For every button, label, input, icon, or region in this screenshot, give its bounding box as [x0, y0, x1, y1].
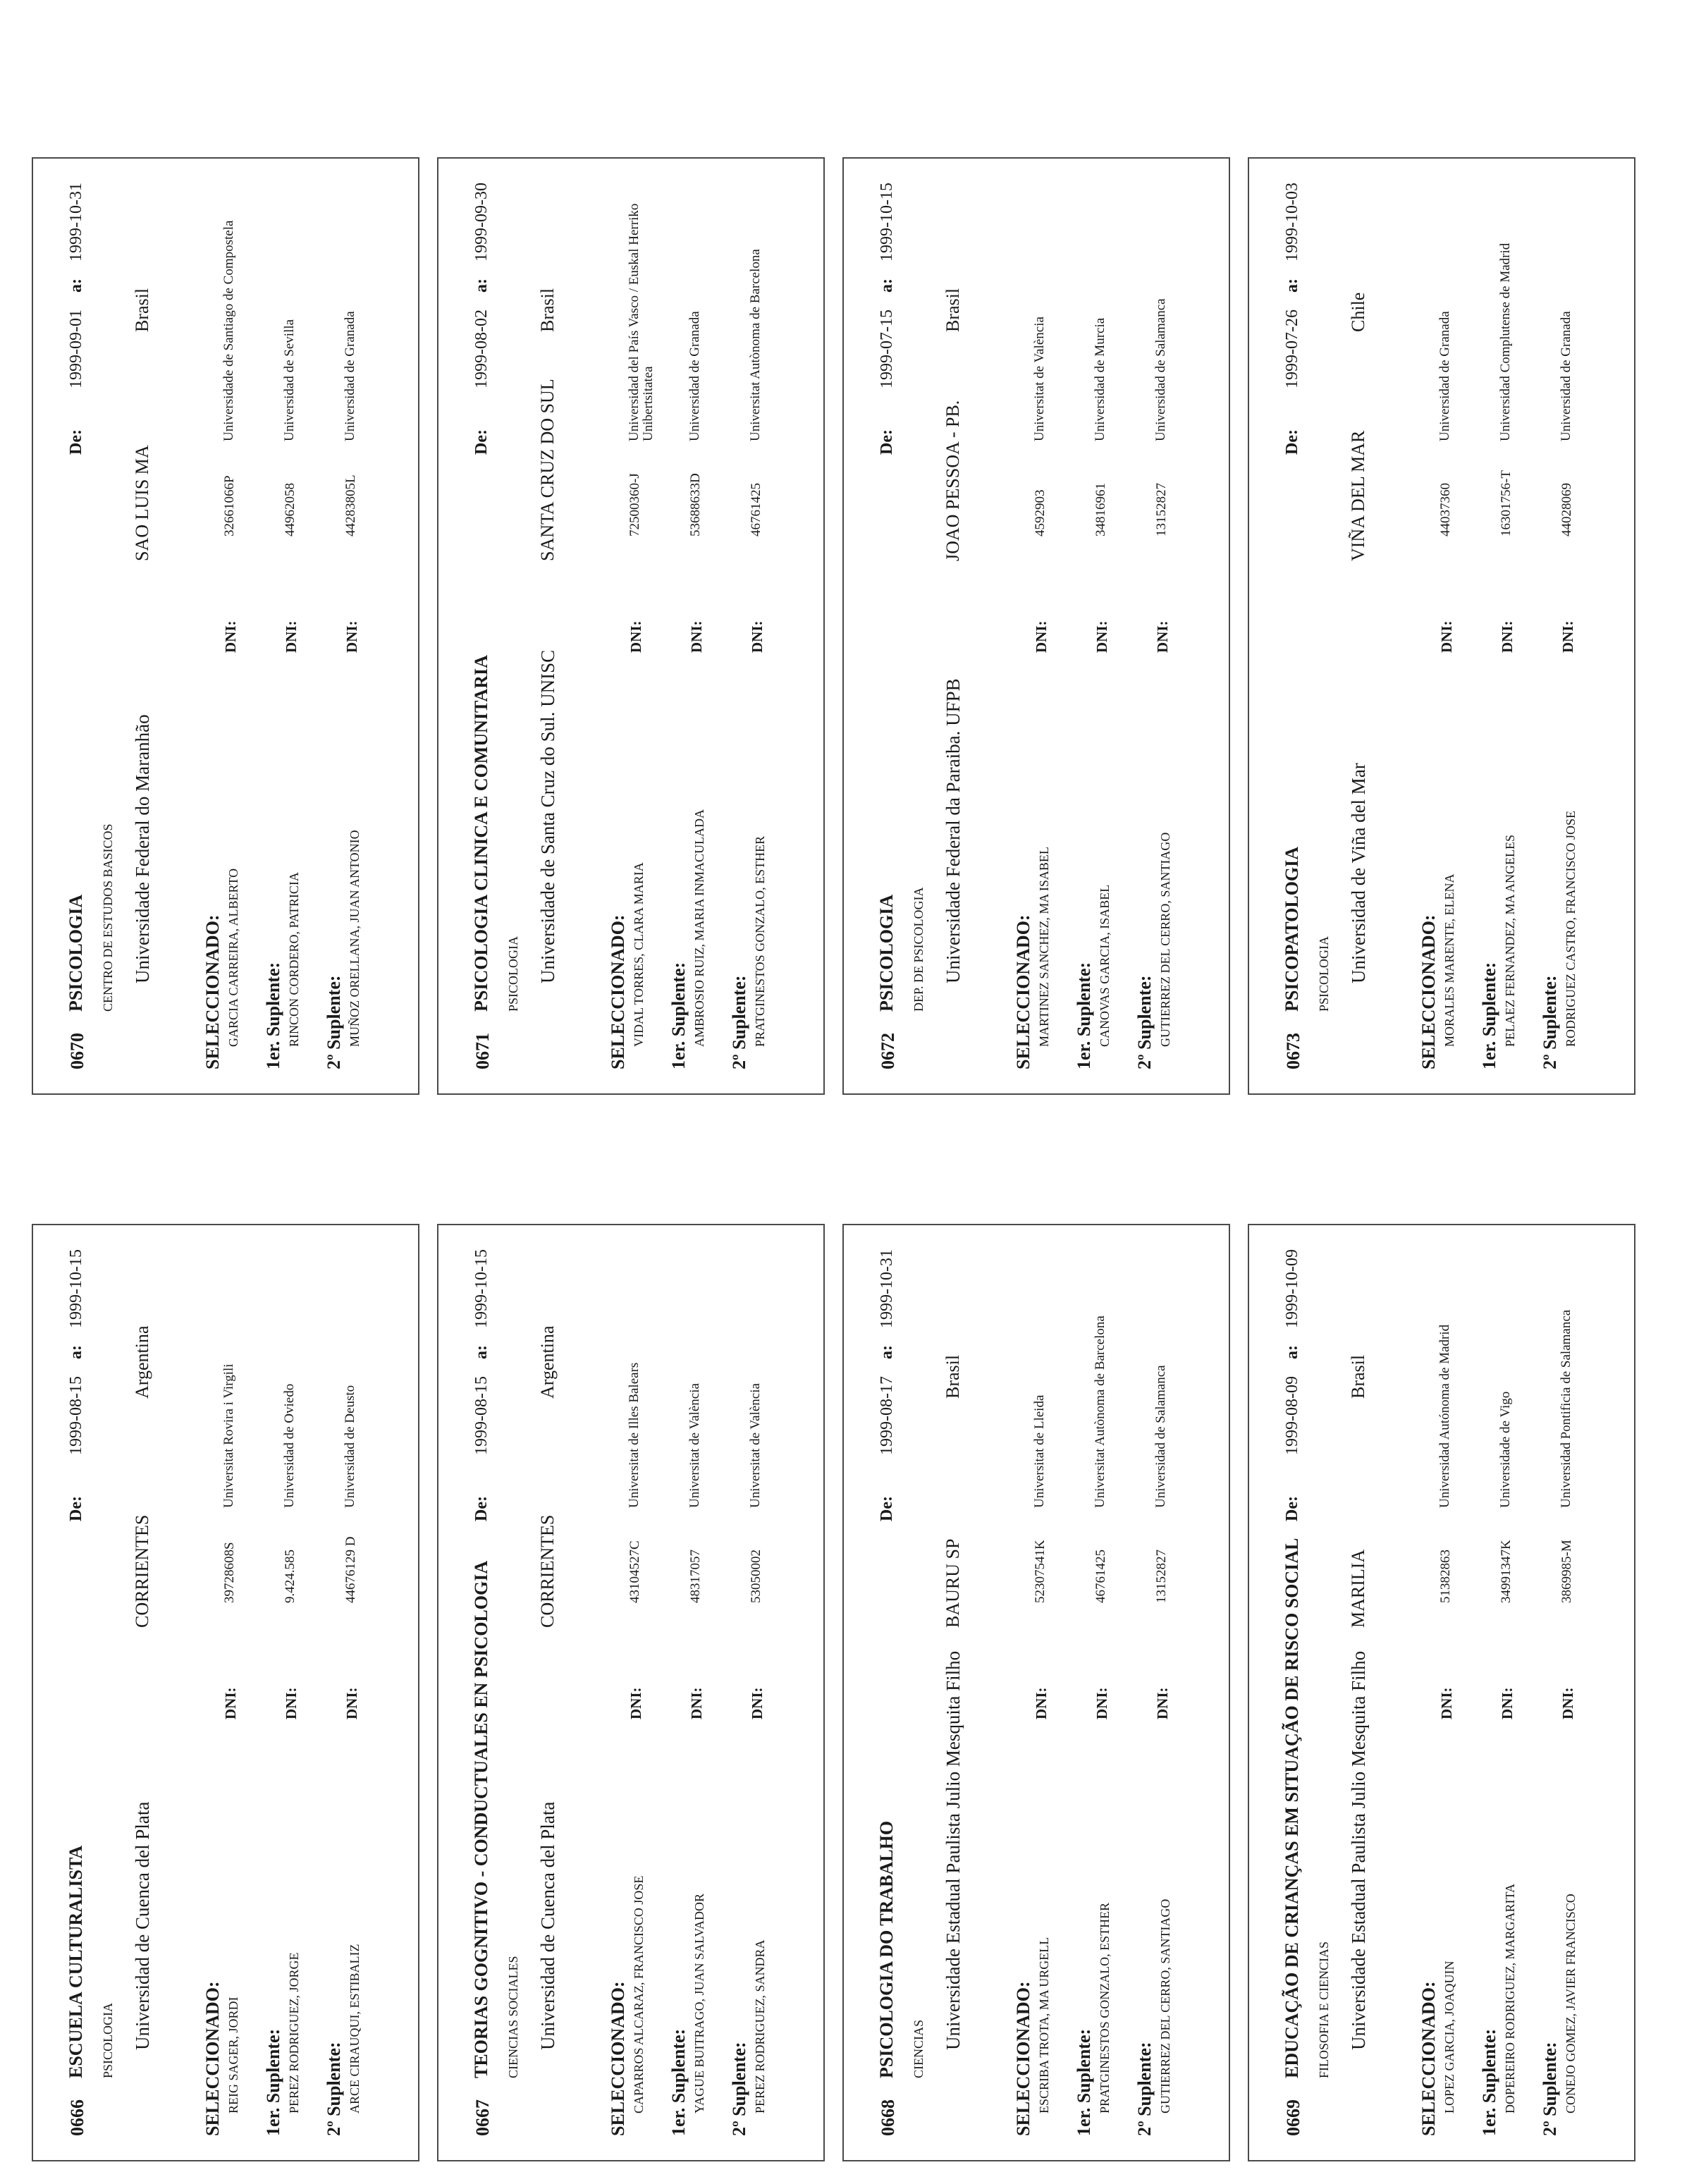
date-to-label: a: [878, 278, 896, 293]
date-from-label: De: [1283, 1495, 1301, 1521]
candidate-university: Universidad de Murcia [1093, 317, 1107, 441]
date-from-label: De: [878, 429, 896, 455]
selected-label: SELECCIONADO: [608, 914, 628, 1069]
card-code: 0666 [67, 2099, 87, 2136]
dni-value: 32661066P [222, 475, 237, 536]
card-department: CIENCIAS SOCIALES [506, 1956, 520, 2078]
substitute1-label: 1er. Suplente: [1074, 962, 1094, 1069]
candidate-university: Universidad de Granada [687, 311, 702, 441]
dni-label: DNI: [343, 620, 360, 653]
card-code: 0670 [67, 1033, 87, 1069]
host-university: Universidade de Santa Cruz do Sul. UNISC [537, 649, 558, 983]
selected-row [1013, 1225, 1069, 2160]
exchange-card [842, 157, 1230, 1095]
host-university: Universidade Estadual Paulista Julio Mesquita Filho [943, 1650, 964, 2050]
card-department: DEP. DE PSICOLOGIA [911, 887, 926, 1012]
candidate-university: Universitat Autònoma de Barcelona [1093, 1315, 1107, 1508]
dni-value: 51382863 [1438, 1550, 1453, 1603]
date-to: 1999-10-31 [67, 183, 85, 262]
date-to-label: a: [472, 278, 491, 293]
host-city: MARILIA [1348, 1549, 1368, 1628]
host-city: CORRIENTES [132, 1514, 152, 1628]
date-range [472, 183, 491, 455]
substitute2-row [729, 159, 785, 1093]
candidate-name: YAGUE BUITRAGO, JUAN SALVADOR [692, 1893, 706, 2114]
candidate-name: PELAEZ FERNANDEZ, MA ANGELES [1503, 835, 1517, 1047]
exchange-card [32, 157, 419, 1095]
candidate-name: PRATGINESTOS GONZALO, ESTHER [753, 835, 767, 1047]
date-to-label: a: [1283, 1344, 1301, 1359]
host-university: Universidad de Viña del Mar [1348, 763, 1369, 983]
selected-label: SELECCIONADO: [608, 1981, 628, 2136]
dni-label: DNI: [1154, 620, 1171, 653]
dni-label: DNI: [1093, 620, 1110, 653]
card-department: PSICOLOGIA [1317, 935, 1331, 1012]
date-to-label: a: [67, 1344, 85, 1359]
date-to-label: a: [67, 278, 85, 293]
host-city: BAURU SP [943, 1538, 963, 1628]
selected-row [1418, 159, 1475, 1093]
dni-label: DNI: [1559, 620, 1576, 653]
candidate-name: MUÑOZ ORELLANA, JUAN ANTONIO [348, 830, 362, 1047]
substitute1-row [1479, 159, 1535, 1093]
card-title: PSICOLOGIA [876, 894, 897, 1012]
substitute1-row [263, 159, 319, 1093]
candidate-university: Universidad del País Vasco / Euskal Herriko Unibertsitatea [627, 203, 656, 441]
dni-value: 39728608S [222, 1542, 237, 1603]
candidate-name: AMBROSIO RUIZ, MARIA INMACULADA [692, 809, 706, 1047]
card-code: 0668 [878, 2099, 898, 2136]
date-to: 1999-10-15 [67, 1249, 85, 1328]
dni-label: DNI: [1559, 1687, 1576, 1719]
date-range [878, 1249, 897, 1521]
substitute2-label: 2º Suplente: [324, 2042, 344, 2136]
date-from: 1999-09-01 [67, 309, 85, 388]
dni-value: 34816961 [1093, 483, 1108, 536]
date-range [1283, 183, 1302, 455]
substitute1-label: 1er. Suplente: [1479, 2028, 1499, 2136]
substitute1-label: 1er. Suplente: [263, 962, 283, 1069]
candidate-university: Universidade de Santiago de Compostela [221, 220, 236, 441]
substitute1-row [668, 1225, 725, 2160]
candidate-name: RINCON CORDERO, PATRICIA [287, 872, 301, 1047]
host-city: CORRIENTES [537, 1514, 558, 1628]
exchange-card [1248, 157, 1635, 1095]
host-university: Universidad de Cuenca del Plata [537, 1801, 558, 2050]
candidate-university: Universitat de València [748, 1383, 763, 1508]
card-department: CIENCIAS [911, 2019, 926, 2078]
dni-value: 53050002 [749, 1550, 763, 1603]
dni-value: 13152827 [1154, 483, 1169, 536]
card-title: ESCUELA CULTURALISTA [66, 1845, 86, 2078]
candidate-university: Universidad de Granada [343, 311, 357, 441]
dni-value: 53688633D [688, 473, 703, 536]
selected-row [202, 159, 259, 1093]
candidate-university: Universidad de Granada [1437, 311, 1452, 441]
candidate-university: Universitat de València [687, 1383, 702, 1508]
host-country: Chile [1348, 292, 1368, 332]
dni-value: 46761425 [1093, 1550, 1108, 1603]
substitute1-row [1074, 1225, 1130, 2160]
card-department: PSICOLOGIA [101, 2002, 115, 2078]
date-from-label: De: [1283, 429, 1301, 455]
dni-label: DNI: [688, 620, 705, 653]
selected-label: SELECCIONADO: [1013, 1981, 1033, 2136]
dni-label: DNI: [627, 1687, 644, 1719]
candidate-name: RODRIGUEZ CASTRO, FRANCISCO JOSE [1564, 810, 1578, 1047]
card-title: EDUCAÇÃO DE CRIANÇAS EM SITUAÇÃO DE RISCO SOCIAL [1282, 1538, 1302, 2078]
dni-value: 46761425 [749, 483, 763, 536]
candidate-name: ARCE CIRAUQUI, ESTIBALIZ [348, 1944, 362, 2114]
exchange-card [437, 157, 825, 1095]
date-from-label: De: [472, 429, 491, 455]
card-title: PSICOPATOLOGIA [1282, 846, 1302, 1012]
substitute1-label: 1er. Suplente: [1074, 2028, 1094, 2136]
card-department: PSICOLOGIA [506, 935, 520, 1012]
host-university: Universidade Federal da Paraiba. UFPB [943, 678, 964, 983]
substitute1-row [668, 159, 725, 1093]
host-university: Universidade Federal do Maranhão [132, 714, 153, 983]
card-code: 0669 [1283, 2099, 1303, 2136]
candidate-university: Universitat de Lleida [1032, 1394, 1047, 1508]
candidate-name: GUTIERREZ DEL CERRO, SANTIAGO [1158, 832, 1172, 1047]
card-code: 0672 [878, 1033, 898, 1069]
substitute1-row [1074, 159, 1130, 1093]
dni-label: DNI: [749, 1687, 766, 1719]
selected-row [1013, 159, 1069, 1093]
candidate-university: Universitat Autònoma de Barcelona [748, 249, 763, 441]
candidate-university: Universitat de Illes Balears [627, 1362, 642, 1508]
substitute2-label: 2º Suplente: [1540, 2042, 1560, 2136]
card-title: PSICOLOGIA [66, 894, 86, 1012]
date-to-label: a: [472, 1344, 491, 1359]
host-university: Universidad de Cuenca del Plata [132, 1801, 153, 2050]
substitute2-row [324, 1225, 380, 2160]
dni-label: DNI: [1033, 620, 1050, 653]
candidate-name: GARCIA CARREIRA, ALBERTO [226, 868, 240, 1047]
dni-label: DNI: [1438, 620, 1455, 653]
host-city: VIÑA DEL MAR [1348, 430, 1368, 561]
host-city: SANTA CRUZ DO SUL [537, 379, 558, 561]
dni-label: DNI: [222, 1687, 239, 1719]
date-to: 1999-10-09 [1283, 1249, 1301, 1328]
date-to: 1999-10-15 [878, 183, 896, 262]
substitute2-row [729, 1225, 785, 2160]
date-range [67, 183, 86, 455]
candidate-university: Universitat Rovira i Virgili [221, 1363, 236, 1508]
card-code: 0667 [472, 2099, 493, 2136]
dni-value: 44676129 D [343, 1536, 358, 1603]
date-from-label: De: [67, 429, 85, 455]
date-range [67, 1249, 86, 1521]
dni-label: DNI: [1154, 1687, 1171, 1719]
substitute2-row [1134, 159, 1191, 1093]
candidate-name: VIDAL TORRES, CLARA MARIA [632, 862, 646, 1047]
date-to: 1999-10-31 [878, 1249, 896, 1328]
dni-value: 13152827 [1154, 1550, 1169, 1603]
dni-label: DNI: [1093, 1687, 1110, 1719]
dni-label: DNI: [1499, 620, 1516, 653]
exchange-card [437, 1224, 825, 2161]
substitute1-label: 1er. Suplente: [263, 2028, 283, 2136]
dni-label: DNI: [283, 1687, 300, 1719]
candidate-university: Universidad de Deusto [343, 1385, 357, 1508]
candidate-name: CAPARROS ALCARAZ, FRANCISCO JOSE [632, 1875, 646, 2114]
substitute2-row [1134, 1225, 1191, 2160]
substitute2-row [1540, 1225, 1596, 2160]
dni-label: DNI: [1438, 1687, 1455, 1719]
host-country: Argentina [537, 1325, 558, 1399]
dni-label: DNI: [1033, 1687, 1050, 1719]
card-title: PSICOLOGIA DO TRABALHO [876, 1820, 897, 2078]
exchange-card [842, 1224, 1230, 2161]
dni-label: DNI: [688, 1687, 705, 1719]
date-from: 1999-08-09 [1283, 1375, 1301, 1455]
date-to: 1999-09-30 [472, 183, 491, 262]
card-title: TEORIAS GOGNITIVO - CONDUCTUALES EN PSICOLOGIA [471, 1560, 491, 2078]
candidate-name: CANOVAS GARCIA, ISABEL [1098, 884, 1112, 1047]
dni-value: 43104527C [627, 1540, 642, 1603]
dni-value: 72500360-J [627, 473, 642, 536]
substitute2-label: 2º Suplente: [729, 2042, 749, 2136]
dni-value: 44028069 [1559, 483, 1574, 536]
substitute2-label: 2º Suplente: [1134, 2042, 1155, 2136]
candidate-university: Universidad de Salamanca [1153, 1365, 1168, 1508]
host-country: Argentina [132, 1325, 152, 1399]
candidate-name: GUTIERREZ DEL CERRO, SANTIAGO [1158, 1898, 1172, 2114]
date-from-label: De: [67, 1495, 85, 1521]
candidate-name: LOPEZ GARCIA, JOAQUIN [1442, 1961, 1456, 2114]
host-country: Brasil [943, 288, 963, 332]
dni-label: DNI: [1499, 1687, 1516, 1719]
selected-label: SELECCIONADO: [1013, 914, 1033, 1069]
candidate-name: DOPEREIRO RODRIGUEZ, MARGARITA [1503, 1883, 1517, 2114]
substitute2-row [324, 159, 380, 1093]
substitute1-row [263, 1225, 319, 2160]
dni-label: DNI: [749, 620, 766, 653]
selected-label: SELECCIONADO: [202, 1981, 223, 2136]
substitute2-row [1540, 159, 1596, 1093]
date-to: 1999-10-03 [1283, 183, 1301, 262]
substitute2-label: 2º Suplente: [729, 975, 749, 1069]
candidate-university: Universidad Autónoma de Madrid [1437, 1324, 1452, 1508]
dni-value: 52307541K [1033, 1540, 1048, 1603]
card-code: 0673 [1283, 1033, 1303, 1069]
dni-label: DNI: [222, 620, 239, 653]
card-title: PSICOLOGIA CLINICA E COMUNITARIA [471, 655, 491, 1012]
dni-value: 44962058 [283, 483, 297, 536]
candidate-name: CONEJO GOMEZ, JAVIER FRANCISCO [1564, 1894, 1578, 2114]
date-from: 1999-08-02 [472, 309, 491, 388]
dni-value: 16301756-T [1499, 470, 1514, 536]
dni-value: 48317057 [688, 1550, 703, 1603]
candidate-university: Universidad Complutense de Madrid [1498, 243, 1513, 441]
candidate-university: Universidad de Salamanca [1153, 298, 1168, 441]
host-country: Brasil [537, 288, 558, 332]
card-department: CENTRO DE ESTUDOS BASICOS [101, 823, 115, 1012]
date-to-label: a: [1283, 278, 1301, 293]
selected-row [608, 159, 664, 1093]
date-range [1283, 1249, 1302, 1521]
date-range [878, 183, 897, 455]
date-from: 1999-08-15 [67, 1375, 85, 1455]
candidate-name: MARTINEZ SANCHEZ, MA ISABEL [1037, 847, 1051, 1047]
host-university: Universidade Estadual Paulista Julio Mesquita Filho [1348, 1650, 1369, 2050]
candidate-name: PEREZ RODRIGUEZ, JORGE [287, 1952, 301, 2114]
dni-value: 9.424.585 [283, 1550, 297, 1603]
candidate-university: Universitat de València [1032, 317, 1047, 441]
candidate-name: MORALES MARENTE, ELENA [1442, 873, 1456, 1047]
selected-row [608, 1225, 664, 2160]
host-country: Brasil [943, 1354, 963, 1399]
candidate-university: Universidade de Vigo [1498, 1391, 1513, 1508]
exchange-card [1248, 1224, 1635, 2161]
dni-value: 4592903 [1033, 489, 1048, 536]
date-to-label: a: [878, 1344, 896, 1359]
host-country: Brasil [132, 288, 152, 332]
date-from: 1999-07-26 [1283, 309, 1301, 388]
date-to: 1999-10-15 [472, 1249, 491, 1328]
date-from: 1999-07-15 [878, 309, 896, 388]
candidate-university: Universidad de Granada [1559, 311, 1573, 441]
substitute2-label: 2º Suplente: [1540, 975, 1560, 1069]
dni-value: 3869985-M [1559, 1540, 1574, 1603]
selected-row [202, 1225, 259, 2160]
exchange-card [32, 1224, 419, 2161]
substitute1-label: 1er. Suplente: [668, 2028, 689, 2136]
candidate-name: PRATGINESTOS GONZALO, ESTHER [1098, 1902, 1112, 2114]
date-from: 1999-08-15 [472, 1375, 491, 1455]
candidate-name: REIG SAGER, JORDI [226, 1996, 240, 2114]
selected-row [1418, 1225, 1475, 2160]
date-from: 1999-08-17 [878, 1375, 896, 1455]
selected-label: SELECCIONADO: [202, 914, 223, 1069]
selected-label: SELECCIONADO: [1418, 914, 1439, 1069]
substitute2-label: 2º Suplente: [324, 975, 344, 1069]
dni-label: DNI: [627, 620, 644, 653]
dni-value: 34991347K [1499, 1540, 1514, 1603]
date-from-label: De: [878, 1495, 896, 1521]
dni-value: 44283805L [343, 474, 358, 536]
date-range [472, 1249, 491, 1521]
dni-label: DNI: [343, 1687, 360, 1719]
card-department: FILOSOFIA E CIENCIAS [1317, 1941, 1331, 2078]
candidate-university: Universidad de Sevilla [282, 319, 297, 441]
substitute2-label: 2º Suplente: [1134, 975, 1155, 1069]
substitute1-label: 1er. Suplente: [668, 962, 689, 1069]
card-code: 0671 [472, 1033, 493, 1069]
substitute1-label: 1er. Suplente: [1479, 962, 1499, 1069]
date-from-label: De: [472, 1495, 491, 1521]
dni-label: DNI: [283, 620, 300, 653]
candidate-name: ESCRIBA TROTA, MA URGELL [1037, 1937, 1051, 2114]
selected-label: SELECCIONADO: [1418, 1981, 1439, 2136]
host-city: SAO LUIS MA [132, 445, 152, 561]
candidate-university: Universidad de Oviedo [282, 1383, 297, 1508]
substitute1-row [1479, 1225, 1535, 2160]
candidate-university: Universidad Pontificia de Salamanca [1559, 1309, 1573, 1508]
candidate-name: PEREZ RODRIGUEZ, SANDRA [753, 1939, 767, 2114]
host-country: Brasil [1348, 1354, 1368, 1399]
host-city: JOAO PESSOA - PB. [943, 400, 963, 561]
dni-value: 44037360 [1438, 483, 1453, 536]
